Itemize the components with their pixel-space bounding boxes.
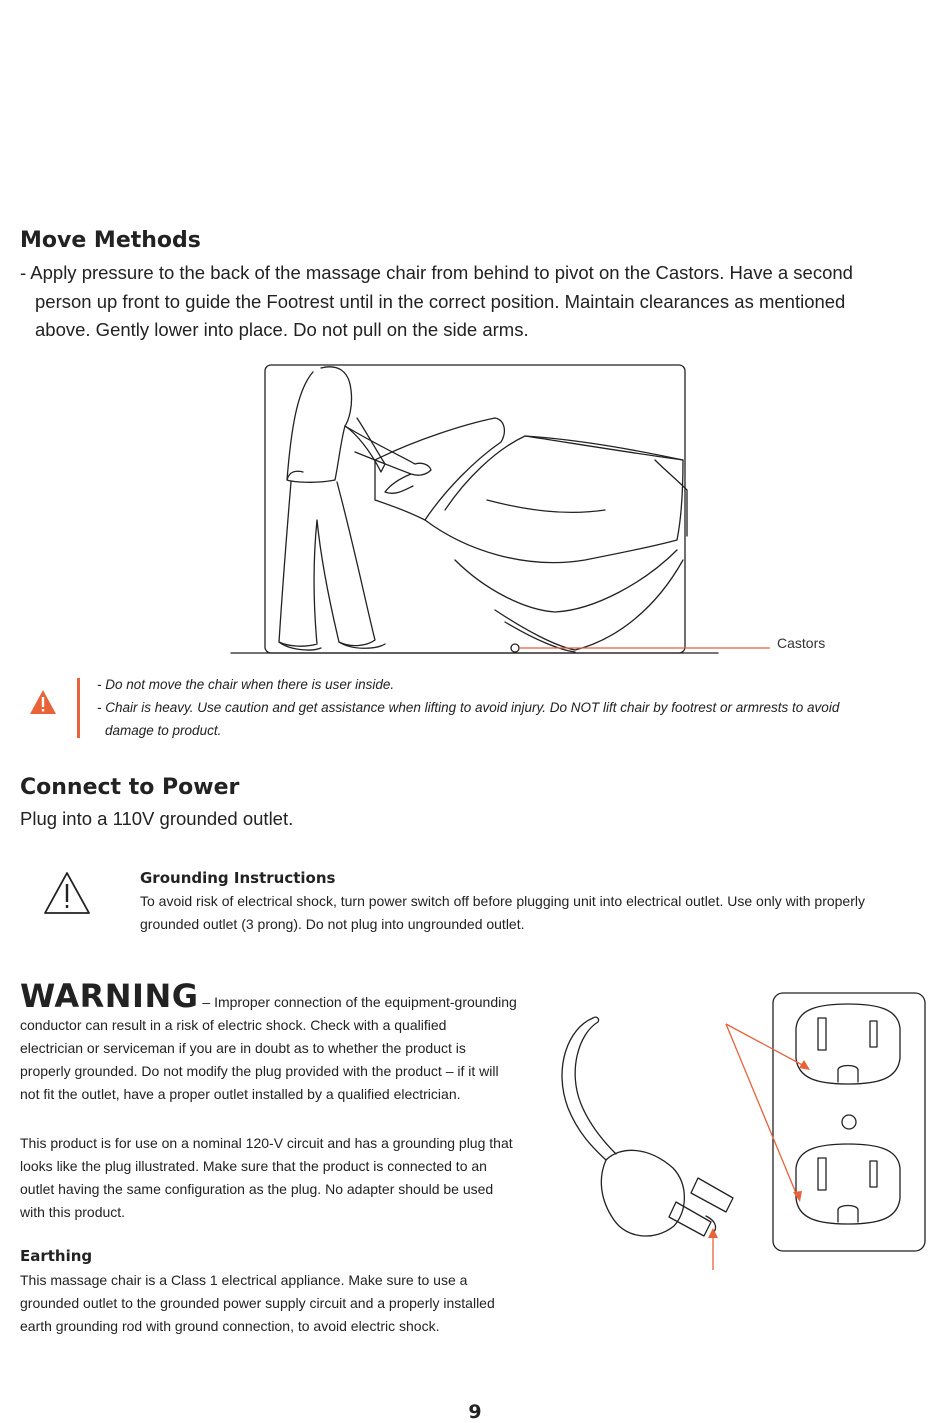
- move-methods-text: [20, 259, 920, 345]
- indicator-line-bottom: [726, 1024, 798, 1198]
- castor-wheel: [511, 644, 519, 652]
- plug-prong: [691, 1178, 733, 1212]
- warning-line: properly grounded. Do not modify the plug provided with the product – if it will: [20, 1063, 499, 1079]
- chair-moving-illustration: [225, 360, 845, 660]
- warning-paragraph-2: [20, 1132, 535, 1224]
- warning-line: with this product.: [20, 1204, 126, 1220]
- power-cord: [562, 1018, 606, 1160]
- earthing-text: [20, 1269, 535, 1338]
- warning-line: This product is for use on a nominal 120-V circuit and has a grounding plug that: [20, 1135, 513, 1151]
- earthing-title: Earthing: [20, 1247, 93, 1265]
- warning-line: outlet having the same configuration as the plug. No adapter should be used: [20, 1181, 494, 1197]
- move-methods-line: person up front to guide the Footrest until in the correct position. Maintain clearances as mentioned: [35, 290, 846, 312]
- move-methods-line: above. Gently lower into place. Do not pull on the side arms.: [35, 319, 529, 340]
- outlet-receptacle-top: [796, 1004, 900, 1084]
- earthing-line: grounded outlet to the grounded power supply circuit and a properly installed: [20, 1295, 495, 1311]
- warning-line: looks like the plug illustrated. Make sure that the product is connected to an: [20, 1158, 487, 1174]
- warning-line: conductor can result in a risk of electric shock. Check with a qualified: [20, 1017, 447, 1033]
- grounding-title: Grounding Instructions: [140, 869, 336, 887]
- warning-triangle-outline-icon: [42, 870, 92, 916]
- move-methods-line: - Apply pressure to the back of the massage chair from behind to pivot on the Castors. Have a second: [20, 262, 853, 283]
- warning-line: electrician or serviceman if you are in doubt as to whether the product is: [20, 1040, 466, 1056]
- outlet-screw: [842, 1115, 856, 1129]
- grounding-text: [140, 890, 930, 936]
- connect-power-text: Plug into a 110V grounded outlet.: [20, 808, 294, 829]
- section-title-connect-power: Connect to Power: [20, 775, 240, 800]
- caution-text: [97, 673, 927, 742]
- grounding-line: To avoid risk of electrical shock, turn power switch off before plugging unit into electrical outlet. Use only with properly: [140, 893, 865, 909]
- warning-line: not fit the outlet, have a proper outlet installed by a qualified electrician.: [20, 1086, 461, 1102]
- caution-line: - Chair is heavy. Use caution and get assistance when lifting to avoid injury. Do NOT lift chair by footrest or armrests to avoid: [97, 700, 840, 715]
- plug-outlet-illustration: [548, 988, 933, 1278]
- grounding-line: grounded outlet (3 prong). Do not plug into ungrounded outlet.: [140, 916, 525, 932]
- warning-word: WARNING: [20, 977, 199, 1015]
- plug-prong: [669, 1202, 711, 1236]
- chair-backrest: [375, 418, 504, 520]
- caution-line: damage to product.: [105, 723, 222, 738]
- outlet-receptacle-bottom: [796, 1144, 900, 1224]
- warning-paragraph-1: [20, 977, 535, 1106]
- illustration-frame: [265, 365, 685, 653]
- person-head-shoulder: [321, 367, 385, 472]
- person-arm: [345, 426, 431, 475]
- earthing-line: earth grounding rod with ground connection, to avoid electric shock.: [20, 1318, 440, 1334]
- warning-triangle-filled-icon: [28, 688, 58, 716]
- caution-line: - Do not move the chair when there is user inside.: [97, 677, 395, 692]
- warning-lead-text: – Improper connection of the equipment-grounding: [198, 994, 517, 1010]
- page-number: 9: [468, 1401, 482, 1423]
- person-legs: [279, 482, 375, 646]
- plug-body: [601, 1150, 684, 1236]
- caution-accent-bar: [77, 678, 80, 738]
- earthing-line: This massage chair is a Class 1 electrical appliance. Make sure to use a: [20, 1272, 468, 1288]
- section-title-move-methods: Move Methods: [20, 228, 201, 253]
- castors-label: Castors: [777, 635, 826, 651]
